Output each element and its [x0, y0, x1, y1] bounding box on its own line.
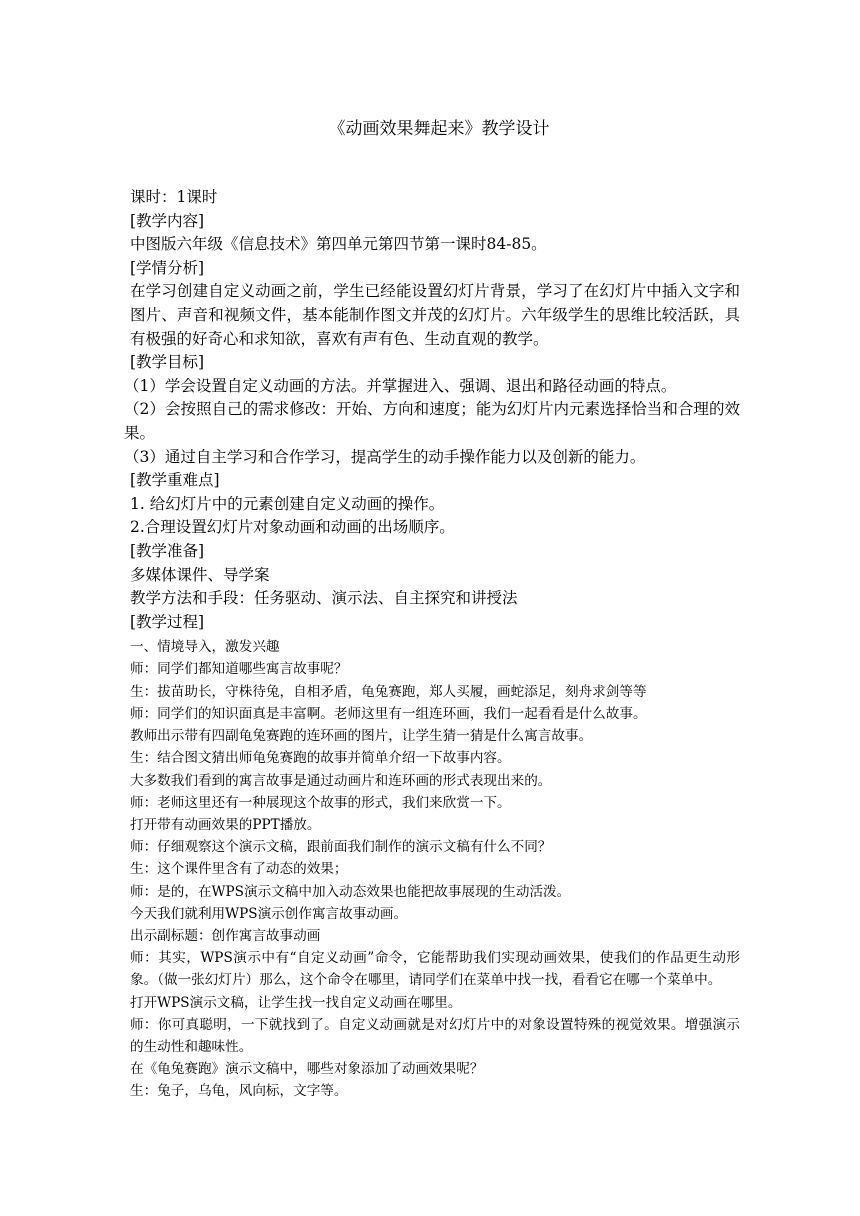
- intro-line-14: 多媒体课件、导学案: [130, 565, 270, 584]
- intro-line-13: [教学准备]: [130, 541, 205, 560]
- process-line-14: 出示副标题：创作寓言故事动画: [130, 927, 321, 944]
- intro-line-8: （2）会按照自己的需求修改：开始、方向和速度；能为幻灯片内元素选择恰当和合理的效果。: [124, 400, 740, 442]
- intro-line-15: 教学方法和手段：任务驱动、演示法、自主探究和讲授法: [130, 589, 518, 608]
- intro-line-16: [教学过程]: [130, 612, 205, 631]
- intro-line-6: [教学目标]: [130, 353, 205, 372]
- process-line-10: 师：仔细观察这个演示文稿，跟前面我们制作的演示文稿有什么不同？: [130, 839, 552, 856]
- process-line-16: 打开WPS演示文稿，让学生找一找自定义动画在哪里。: [130, 994, 462, 1011]
- intro-line-11: 1. 给幻灯片中的元素创建自定义动画的操作。: [130, 494, 445, 513]
- process-line-15: 师：其实，WPS演示中有“自定义动画”命令，它能帮助我们实现动画效果，使我们的作品更生动形象。（做一张幻灯片）那么，这个命令在哪里，请同学们在菜单中找一找，看看它在哪一个菜单中。: [130, 950, 740, 989]
- process-line-6: 生：结合图文猜出师龟兔赛跑的故事并简单介绍一下故事内容。: [130, 750, 511, 767]
- process-line-4: 师：同学们的知识面真是丰富啊。老师这里有一组连环画，我们一起看看是什么故事。: [130, 705, 647, 722]
- process-line-12: 师：是的，在WPS演示文稿中加入动态效果也能把故事展现的生动活泼。: [130, 883, 571, 900]
- process-line-2: 师：同学们都知道哪些寓言故事呢？: [130, 661, 348, 678]
- process-line-17: 师：你可真聪明，一下就找到了。自定义动画就是对幻灯片中的对象设置特殊的视觉效果。增强演示的生动性和趣味性。: [130, 1016, 740, 1055]
- intro-section: [124, 186, 740, 634]
- process-line-13: 今天我们就利用WPS演示创作寓言故事动画。: [130, 905, 408, 922]
- intro-line-9: （3）通过自主学习和合作学习，提高学生的动手操作能力以及创新的能力。: [124, 447, 646, 466]
- process-line-3: 生：拔苗助长，守株待兔，自相矛盾，龟兔赛跑，郑人买履，画蛇添足，刻舟求剑等等: [130, 683, 647, 700]
- process-line-9: 打开带有动画效果的PPT播放。: [130, 816, 321, 833]
- intro-line-3: 中图版六年级《信息技术》第四单元第四节第一课时84-85。: [130, 235, 547, 254]
- intro-line-7: （1）学会设置自定义动画的方法。并掌握进入、强调、退出和路径动画的特点。: [124, 376, 677, 395]
- intro-line-4: [学情分析]: [130, 258, 205, 277]
- process-line-1: 一、情境导入，激发兴趣: [130, 639, 280, 656]
- intro-line-5: 在学习创建自定义动画之前，学生已经能设置幻灯片背景，学习了在幻灯片中插入文字和图片、声音和视频文件，基本能制作图文并茂的幻灯片。六年级学生的思维比较活跃，具有极强的好奇心和求知欲，喜欢有声有色、生动直观的教学。: [130, 282, 740, 348]
- process-line-8: 师：老师这里还有一种展现这个故事的形式，我们来欣赏一下。: [130, 794, 511, 811]
- process-line-7: 大多数我们看到的寓言故事是通过动画片和连环画的形式表现出来的。: [130, 772, 552, 789]
- process-line-18: 在《龟兔赛跑》演示文稿中，哪些对象添加了动画效果呢？: [130, 1061, 484, 1078]
- process-section: [130, 636, 740, 1102]
- process-line-5: 教师出示带有四副龟兔赛跑的连环画的图片，让学生猜一猜是什么寓言故事。: [130, 728, 593, 745]
- intro-line-10: [教学重难点]: [130, 471, 220, 490]
- intro-line-12: 2.合理设置幻灯片对象动画和动画的出场顺序。: [130, 518, 455, 537]
- process-line-11: 生：这个课件里含有了动态的效果；: [130, 861, 348, 878]
- intro-line-2: [教学内容]: [130, 211, 205, 230]
- process-line-19: 生：兔子，乌龟，风向标，文字等。: [130, 1083, 348, 1100]
- document-title: 《动画效果舞起来》教学设计: [328, 119, 550, 139]
- intro-line-1: 课时：1课时: [130, 188, 218, 206]
